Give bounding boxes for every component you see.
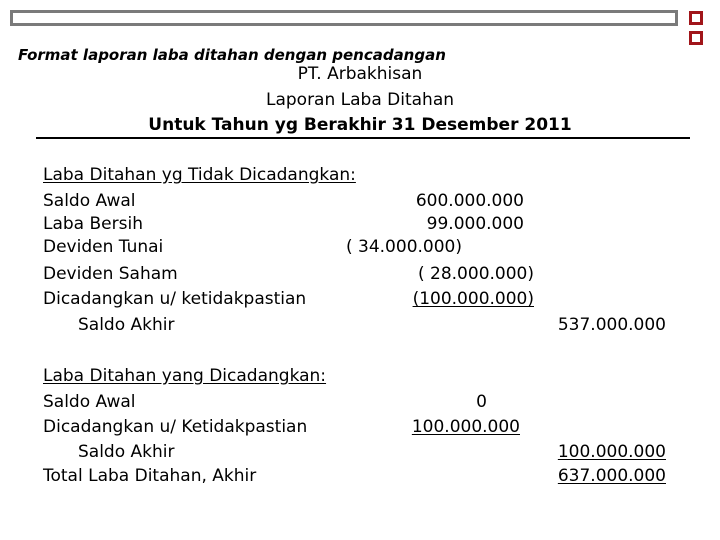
row-label: Dicadangkan u/ Ketidakpastian xyxy=(43,417,308,437)
row-label: Dicadangkan u/ ketidakpastian xyxy=(43,289,307,309)
total-amount: 637.000.000 xyxy=(557,466,666,486)
total-label: Total Laba Ditahan, Akhir xyxy=(43,466,257,486)
row-label: Saldo Awal xyxy=(43,191,136,211)
ending-balance-amount: 100.000.000 xyxy=(557,442,666,462)
row-label: Laba Bersih xyxy=(43,214,143,234)
ending-balance-label: Saldo Akhir xyxy=(78,442,175,462)
row-amount: 99.000.000 xyxy=(426,214,524,234)
report-name: Laporan Laba Ditahan xyxy=(265,90,455,110)
row-amount: 600.000.000 xyxy=(415,191,524,211)
section-label-unappropriated: Laba Ditahan yg Tidak Dicadangkan: xyxy=(43,165,356,185)
row-amount: (100.000.000) xyxy=(412,289,534,309)
row-amount: ( 34.000.000) xyxy=(345,237,462,257)
row-label: Saldo Awal xyxy=(43,392,136,412)
company-name: PT. Arbakhisan xyxy=(297,64,423,84)
row-label: Deviden Tunai xyxy=(43,237,164,257)
ending-balance-label: Saldo Akhir xyxy=(78,315,175,335)
header-divider xyxy=(36,137,690,139)
slide-top-bar xyxy=(10,10,678,26)
row-label: Deviden Saham xyxy=(43,264,178,284)
corner-square-icon xyxy=(689,11,703,25)
slide-heading: Format laporan laba ditahan dengan pencadangan xyxy=(18,46,446,64)
report-period: Untuk Tahun yg Berakhir 31 Desember 2011 xyxy=(148,115,572,135)
row-amount: ( 28.000.000) xyxy=(417,264,534,284)
corner-square-icon xyxy=(689,31,703,45)
section-label-appropriated: Laba Ditahan yang Dicadangkan: xyxy=(43,366,327,386)
row-amount: 0 xyxy=(476,392,487,412)
ending-balance-amount: 537.000.000 xyxy=(557,315,666,335)
row-amount: 100.000.000 xyxy=(411,417,520,437)
